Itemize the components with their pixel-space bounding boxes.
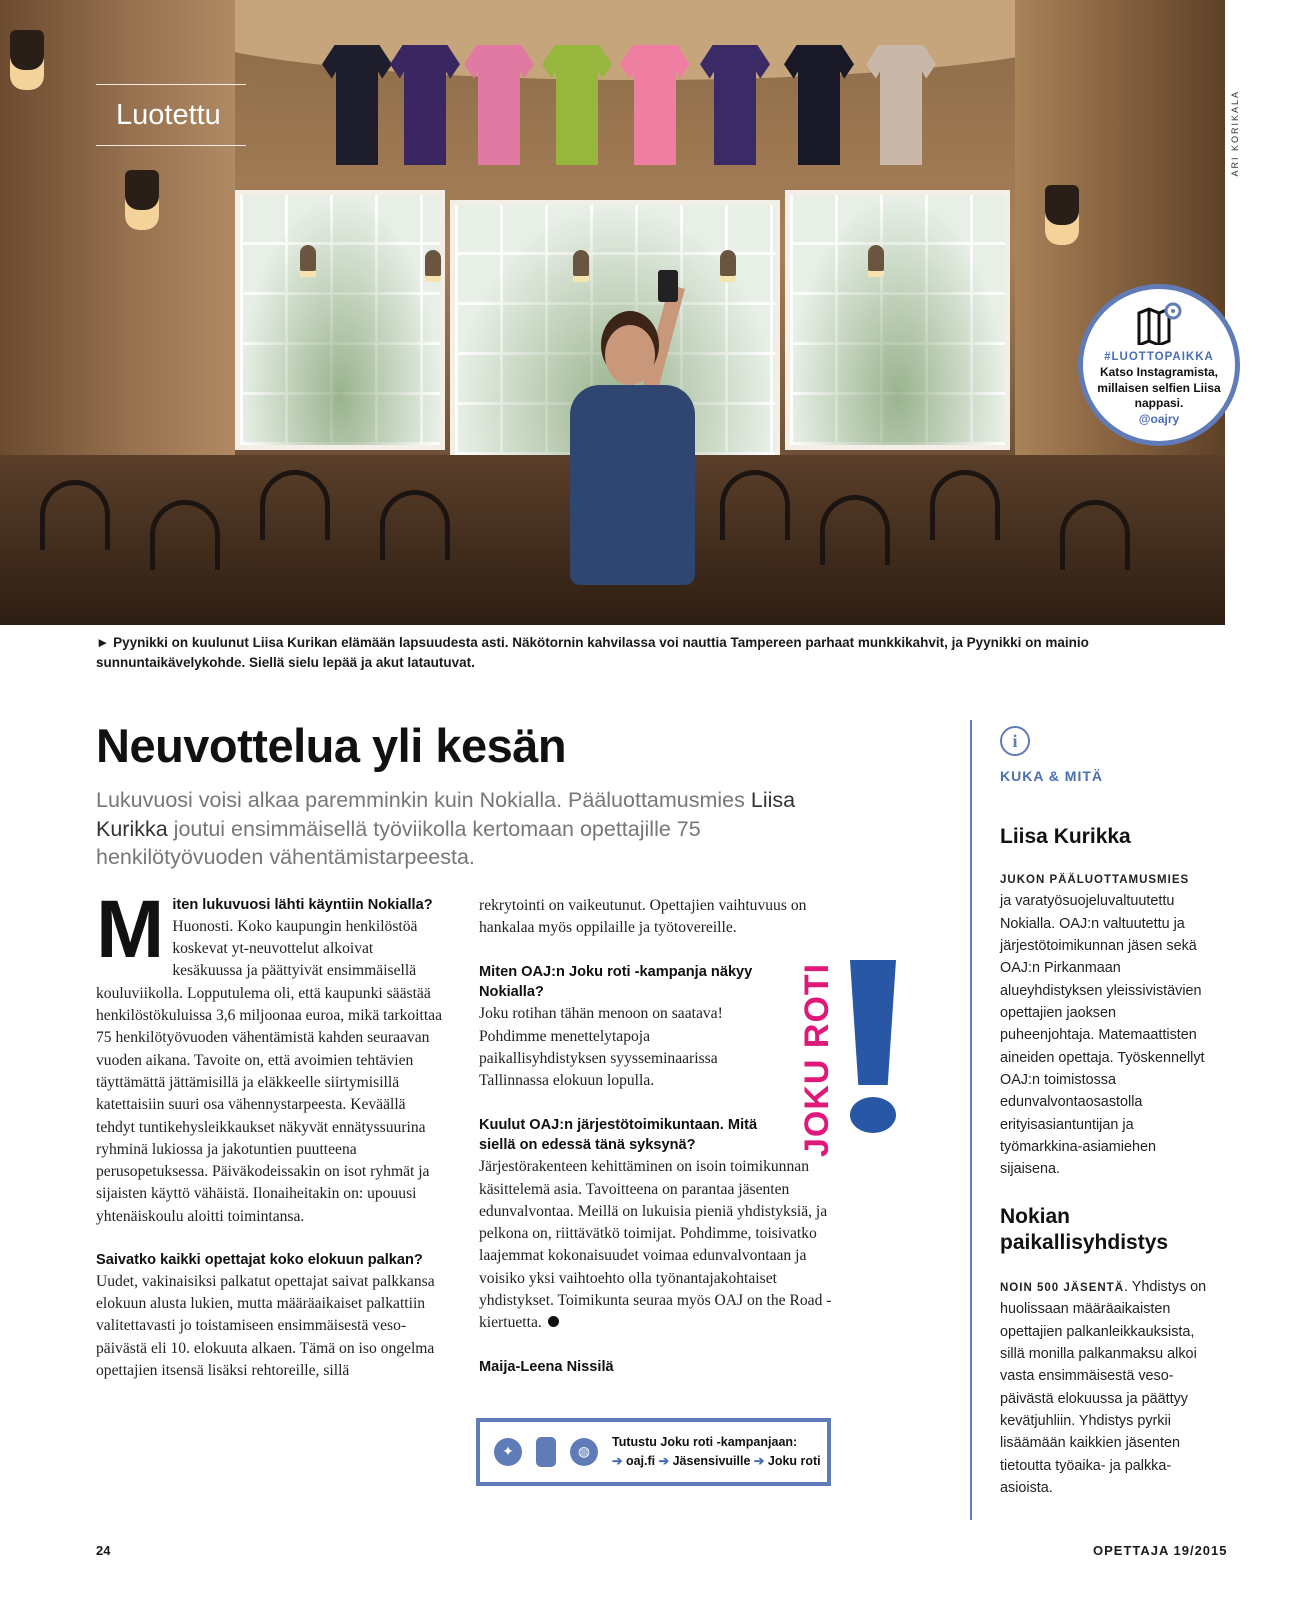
- photo-wall-lamp: [1045, 185, 1079, 245]
- issue-info: OPETTAJA 19/2015: [1093, 1543, 1228, 1558]
- photo-shirt: [464, 45, 534, 165]
- promo-link[interactable]: oaj.fi: [625, 1454, 656, 1468]
- photo-chair: [380, 490, 450, 560]
- answer: Joku rotihan tähän menoon on saatava! Pohdimme menettelytapoja paikallisyhdistyksen syysseminaarissa Tallinnassa elokuun lopulla.: [479, 1005, 723, 1090]
- question: iten lukuvuosi lähti käyntiin Nokialla?: [172, 897, 433, 913]
- photo-chair: [720, 470, 790, 540]
- promo-path: [612, 1452, 821, 1471]
- exclamation-icon: [850, 960, 896, 1085]
- photo-chair: [40, 480, 110, 550]
- promo-text: [612, 1433, 821, 1471]
- drop-cap: M: [96, 884, 165, 975]
- photo-wall-lamp: [125, 170, 159, 230]
- promo-title: Tutustu Joku roti -kampanjaan:: [612, 1435, 798, 1450]
- photo-chair: [1060, 500, 1130, 570]
- lead-text: joutui ensimmäisellä työviikolla kertomaan opettajille 75 henkilötyövuoden vähentämistarpeesta.: [96, 816, 701, 870]
- lead-name: Liisa Kurikka: [96, 788, 796, 841]
- photo-pendant: [720, 250, 736, 276]
- photo-window: [235, 190, 445, 450]
- photo-shirt: [322, 45, 392, 165]
- sidebar-role: JUKON PÄÄLUOTTAMUSMIES: [1000, 874, 1190, 886]
- campaign-promo-box[interactable]: [476, 1418, 831, 1486]
- photo-shirt: [784, 45, 854, 165]
- photo-shirt: [620, 45, 690, 165]
- sidebar-heading: Nokian paikallisyhdistys: [1000, 1205, 1169, 1255]
- photo-credit: ARI KORIKALA: [1230, 90, 1240, 177]
- answer: rekrytointi on vaikeutunut. Opettajien vaihtuvuus on hankalaa myös oppilaille ja työtovereille.: [479, 897, 807, 937]
- badge-handle[interactable]: @oajry: [1138, 411, 1180, 426]
- question: Miten OAJ:n Joku roti -kampanja näkyy Nokialla?: [479, 963, 753, 1001]
- article-lead: [96, 786, 836, 872]
- sidebar-bio-text: ja varatyösuojeluvaltuutettu Nokialla. OAJ:n valtuutettu ja järjestötoimikunnan jäsen sekä OAJ:n Pirkanmaan alueyhdistyksen yleissivistävien opettajien jaoksen puheenjohtaja. Matemaattisten aineiden opettaja. Työskennellyt OAJ:n toimistossa edunvalvontaosastolla erityisasiantuntijan ja työmarkkina-asiamiehen sijaisena.: [1000, 893, 1205, 1178]
- photo-pendant: [868, 245, 884, 271]
- photo-chair: [820, 495, 890, 565]
- photo-chair: [150, 500, 220, 570]
- sidebar-section-title: KUKA & MITÄ: [1000, 768, 1104, 784]
- arrow-icon: ➔: [753, 1454, 765, 1468]
- lead-text: Lukuvuosi voisi alkaa paremminkin kuin Nokialla. Pääluottamusmies: [96, 788, 745, 812]
- photo-shirt: [390, 45, 460, 165]
- mobile-phone-icon: [536, 1437, 556, 1467]
- photo-chair: [260, 470, 330, 540]
- exclamation-dot-icon: [850, 1097, 896, 1133]
- end-mark-icon: [548, 1316, 559, 1327]
- sidebar-name: Liisa Kurikka: [1000, 825, 1131, 848]
- section-label: Luotettu: [96, 84, 246, 146]
- page-number: 24: [96, 1543, 111, 1558]
- photo-woman-selfie: [555, 325, 705, 615]
- instagram-badge[interactable]: [1078, 284, 1240, 446]
- answer-text: Järjestörakenteen kehittäminen on isoin toimikunnan käsittelemä asia. Tavoitteena on parantaa jäsenten edunvalvontaa. Meillä on lukuisia pieniä yhdistyksiä, ja pelkona on, riittävätkö toimijat. Pohdimme, toisivatko laajemmat kokonaisuudet voimaa edunvalvontaan ja voisiko yksi vaihtoehto olla työnantajakohtaiset yhdistykset. Toimikunta seuraa myös OAJ on the Road -kiertuetta.: [479, 1158, 832, 1332]
- photo-window: [785, 190, 1010, 450]
- logo-text: JOKU ROTI: [798, 962, 836, 1158]
- globe-icon: ◍: [570, 1438, 598, 1466]
- photo-shirt: [542, 45, 612, 165]
- badge-text: Katso Instagramista, millaisen selfien Liisa nappasi.: [1097, 365, 1221, 411]
- author: Maija-Leena Nissilä: [479, 1358, 614, 1375]
- arrow-icon: ➔: [612, 1454, 623, 1468]
- sidebar-bio: [1000, 868, 1212, 1181]
- question: Saivatko kaikki opettajat koko elokuun palkan?: [96, 1252, 423, 1269]
- article-headline: Neuvottelua yli kesän: [96, 719, 567, 772]
- sidebar-members: NOIN 500 JÄSENTÄ: [1000, 1282, 1125, 1294]
- sidebar-association: [1000, 1276, 1212, 1499]
- photo-shirt: [700, 45, 770, 165]
- photo-pendant: [300, 245, 316, 271]
- answer: Huonosti. Koko kaupungin henkilöstöä koskevat yt-neuvottelut alkoivat kesäkuussa ja päättyivät ensimmäisellä kouluviikolla. Lopputulema oli, että kaupunki säästää henkilöstökuluissa 3,6 miljoonaa euroa, mikä tarkoittaa 75 henkilötyövuoden vähentämistä kahden seuraavan vuoden aikana. Tavoite on, että avoimien tehtävien täyttämättä jättämisillä ja eläkkeelle siirtymisillä katettaisiin suuri osa vähennystarpeesta. Keväällä tehdyt tuntikehysleikkaukset näkyvät ennätyssuurina ryhminä lukiossa ja jakotuntien puutteena perusopetuksessa. Päiväkodeissakin on isot ryhmät ja sijaisten käyttö vähäistä. Ilonaiheitakin on: upouusi yhtenäiskoulu aloitti toimintansa.: [96, 917, 443, 1225]
- photo-pendant: [573, 250, 589, 276]
- photo-wall-lamp: [10, 30, 44, 90]
- promo-link[interactable]: Joku roti: [767, 1454, 821, 1468]
- answer: [479, 1156, 839, 1334]
- twitter-bird-icon: ✦: [494, 1438, 522, 1466]
- info-icon: i: [1000, 726, 1030, 756]
- photo-caption: ► Pyynikki on kuulunut Liisa Kurikan elämään lapsuudesta asti. Näkötornin kahvilassa voi nauttia Tampereen parhaat munkkikahvit, ja Pyynikki on mainio sunnuntaikävelykohde. Siellä sielu lepää ja akut latautuvat.: [96, 635, 1089, 671]
- info-sidebar: [970, 720, 1207, 1520]
- photo-pendant: [425, 250, 441, 276]
- answer: Uudet, vakinaisiksi palkatut opettajat saivat palkkansa elokuun alusta lukien, mutta määräaikaiset palkattiin valitettavasti jo toistamiseen ensimmäisestä veso-päivästä eli 10. elokuuta alkaen. Tämä on iso ongelma opettajien itsensä lisäksi rehtoreille, sillä: [96, 1272, 435, 1380]
- map-pin-icon: [1135, 301, 1183, 345]
- question: Kuulut OAJ:n järjestötoimikuntaan. Mitä siellä on edessä tänä syksynä?: [479, 1116, 758, 1154]
- joku-roti-logo: [798, 960, 918, 1160]
- photo-chair: [930, 470, 1000, 540]
- article-column-1: [96, 884, 446, 1382]
- sidebar-association-text: . Yhdistys on huolissaan määräaikaisten opettajien palkanleikkauksista, sillä monilla palkanmaksu alkoi vasta ensimmäisestä veso-päivästä elokuussa ja päättyy kevätjuhliin. Yhdistys pyrkii lisäämään kaikkien jäsenten tietoutta työaika- ja palkka-asioista.: [1000, 1279, 1207, 1496]
- article-column-2: [479, 895, 839, 1377]
- badge-hashtag: #LUOTTOPAIKKA: [1104, 351, 1214, 363]
- promo-link[interactable]: Jäsensivuille: [672, 1454, 751, 1468]
- arrow-icon: ➔: [658, 1454, 670, 1468]
- photo-shirt: [866, 45, 936, 165]
